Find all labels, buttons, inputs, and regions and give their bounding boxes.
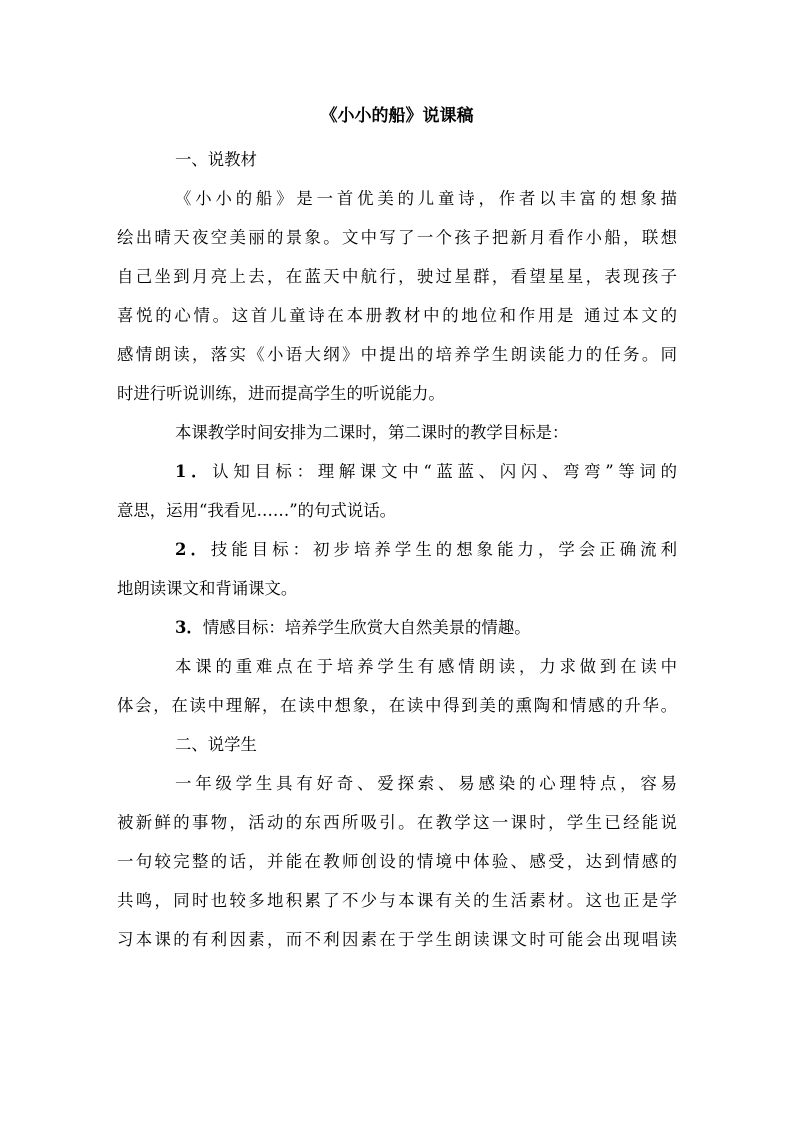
heading-text: 二、说学生	[175, 735, 257, 754]
objective-item-emotion	[175, 616, 677, 640]
item-number: 3．	[175, 618, 203, 637]
section-heading-students	[175, 733, 677, 757]
objective-item-skill	[175, 538, 677, 562]
paragraph-line: 喜悦的心情。这首儿童诗在本册教材中的地位和作用是 通过本文的	[117, 306, 677, 325]
paragraph-line: 本课的重难点在于培养学生有感情朗读，力求做到在读中	[175, 657, 677, 676]
paragraph-line: 自己坐到月亮上去，在蓝天中航行，驶过星群，看望星星，表现孩子	[117, 267, 677, 286]
paragraph-line: 时进行听说训练，进而提高学生的听说能力。	[117, 384, 445, 403]
paragraph-line: 体会，在读中理解，在读中想象，在读中得到美的熏陶和情感的升华。	[117, 696, 677, 715]
paragraph-line: 一年级学生具有好奇、爱探索、易感染的心理特点，容易	[175, 774, 677, 793]
item-text: 技能目标：初步培养学生的想象能力，学会正确流利	[210, 540, 677, 559]
paragraph-line: 被新鲜的事物，活动的东西所吸引。在教学这一课时，学生已经能说	[117, 813, 677, 832]
paragraph-line: 习本课的有利因素，而不利因素在于学生朗读课文时可能会出现唱读	[117, 930, 677, 949]
paragraph-line: 本课教学时间安排为二课时，第二课时的教学目标是：	[175, 423, 569, 442]
paragraph-line: 地朗读课文和背诵课文。	[117, 579, 298, 598]
section-heading-textbook	[175, 148, 677, 172]
heading-text: 一、说教材	[175, 150, 257, 169]
paragraph-line: 意思，运用“我看见……”的句式说话。	[117, 501, 397, 520]
item-text: 情感目标：培养学生欣赏大自然美景的情趣。	[202, 618, 531, 637]
paragraph-line: 共鸣，同时也较多地积累了不少与本课有关的生活素材。这也正是学	[117, 891, 677, 910]
paragraph-line: 一句较完整的话，并能在教师创设的情境中体验、感受，达到情感的	[117, 852, 677, 871]
paragraph-line: 绘出晴天夜空美丽的景象。文中写了一个孩子把新月看作小船，联想	[117, 228, 677, 247]
item-number: 2．	[175, 540, 211, 559]
item-number: 1．	[175, 462, 213, 481]
page-title: 《小小的船》说课稿	[320, 106, 474, 126]
paragraph-line: 感情朗读，落实《小语大纲》中提出的培养学生朗读能力的任务。同	[117, 345, 677, 364]
item-text: 认知目标：理解课文中“蓝蓝、闪闪、弯弯”等词的	[212, 462, 677, 481]
objective-item-cognitive	[175, 460, 677, 484]
paragraph-line: 《小小的船》是一首优美的儿童诗，作者以丰富的想象描	[175, 189, 677, 208]
